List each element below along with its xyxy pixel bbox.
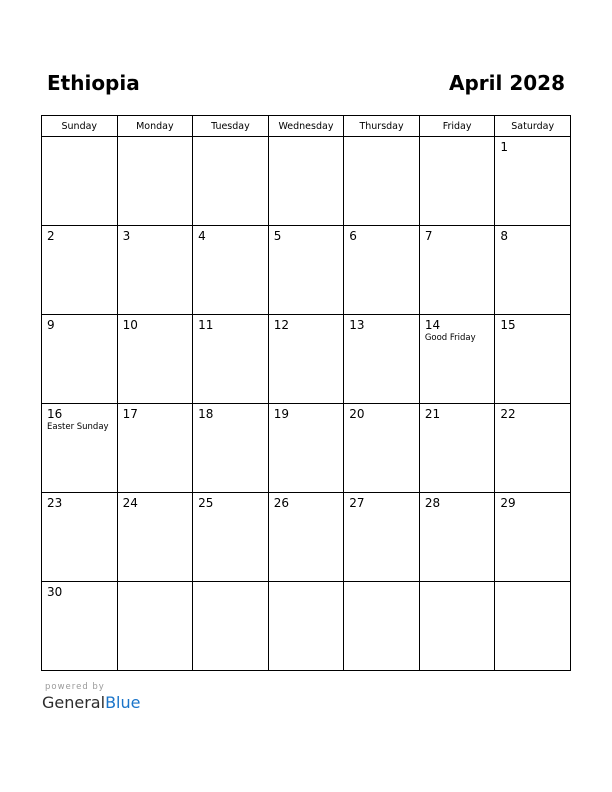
weekday-monday: Monday <box>117 116 193 137</box>
day-number: 3 <box>122 229 131 243</box>
day-cell <box>117 315 193 404</box>
calendar-grid <box>41 115 571 671</box>
day-cell <box>117 493 193 582</box>
day-cell <box>268 137 344 226</box>
day-cell <box>344 582 420 671</box>
day-cell <box>193 493 269 582</box>
day-cell <box>42 404 118 493</box>
day-number: 4 <box>198 229 206 243</box>
brand-name-part1: General <box>42 693 106 712</box>
holiday-label: Good Friday <box>424 333 476 343</box>
day-number: 9 <box>47 318 55 332</box>
day-cell <box>193 315 269 404</box>
day-number: 2 <box>47 229 55 243</box>
day-cell <box>344 315 420 404</box>
day-cell <box>268 582 344 671</box>
day-number: 23 <box>47 496 63 510</box>
day-cell <box>117 226 193 315</box>
weekday-wednesday: Wednesday <box>268 116 344 137</box>
weekday-tuesday: Tuesday <box>193 116 269 137</box>
day-number: 29 <box>500 496 516 510</box>
day-number: 18 <box>198 407 214 421</box>
day-number: 19 <box>273 407 289 421</box>
day-number: 13 <box>349 318 365 332</box>
day-number: 10 <box>122 318 138 332</box>
day-cell <box>268 493 344 582</box>
day-cell <box>495 226 571 315</box>
day-cell <box>344 137 420 226</box>
day-cell <box>419 582 495 671</box>
week-row-6 <box>42 582 571 671</box>
day-cell <box>419 404 495 493</box>
week-row-1 <box>42 137 571 226</box>
day-number: 22 <box>500 407 516 421</box>
day-cell <box>495 582 571 671</box>
day-cell <box>495 493 571 582</box>
day-cell <box>495 404 571 493</box>
day-number: 8 <box>500 229 509 243</box>
day-cell <box>419 493 495 582</box>
day-cell <box>42 137 118 226</box>
day-cell <box>419 226 495 315</box>
weekday-header-row <box>42 116 571 137</box>
day-cell <box>42 582 118 671</box>
day-cell <box>344 226 420 315</box>
day-number: 25 <box>198 496 214 510</box>
day-number: 14 <box>424 318 441 332</box>
day-cell <box>495 315 571 404</box>
day-cell <box>193 582 269 671</box>
day-number: 16 <box>47 407 63 421</box>
holiday-label: Easter Sunday <box>47 422 109 432</box>
day-cell <box>344 493 420 582</box>
day-cell <box>268 315 344 404</box>
weekday-sunday: Sunday <box>42 116 118 137</box>
day-cell <box>419 315 495 404</box>
day-number: 6 <box>349 229 357 243</box>
weekday-friday: Friday <box>419 116 495 137</box>
day-number: 26 <box>273 496 289 510</box>
day-number: 11 <box>198 318 214 332</box>
day-cell <box>42 315 118 404</box>
day-cell <box>193 137 269 226</box>
day-number: 7 <box>424 229 433 243</box>
day-cell <box>193 404 269 493</box>
week-row-2 <box>42 226 571 315</box>
day-number: 5 <box>273 229 282 243</box>
weekday-thursday: Thursday <box>344 116 420 137</box>
day-cell <box>419 137 495 226</box>
day-number: 15 <box>500 318 516 332</box>
week-row-3 <box>42 315 571 404</box>
day-cell <box>268 404 344 493</box>
day-number: 24 <box>122 496 138 510</box>
month-year-title: April 2028 <box>449 71 565 95</box>
day-number: 28 <box>424 496 441 510</box>
day-cell <box>193 226 269 315</box>
day-number: 27 <box>349 496 365 510</box>
day-number: 30 <box>47 585 63 599</box>
day-cell <box>495 137 571 226</box>
day-cell <box>42 226 118 315</box>
week-row-4 <box>42 404 571 493</box>
day-cell <box>268 226 344 315</box>
generalblue-logo[interactable] <box>42 693 140 713</box>
day-number: 12 <box>273 318 289 332</box>
day-number: 1 <box>500 140 509 154</box>
brand-name-part2: Blue <box>105 693 141 712</box>
day-cell <box>117 137 193 226</box>
day-cell <box>42 493 118 582</box>
day-cell <box>117 582 193 671</box>
country-title: Ethiopia <box>47 71 140 95</box>
week-row-5 <box>42 493 571 582</box>
weekday-saturday: Saturday <box>495 116 571 137</box>
powered-by-label: powered by <box>45 682 105 692</box>
day-number: 20 <box>349 407 365 421</box>
day-number: 21 <box>424 407 441 421</box>
day-number: 17 <box>122 407 138 421</box>
day-cell <box>117 404 193 493</box>
day-cell <box>344 404 420 493</box>
